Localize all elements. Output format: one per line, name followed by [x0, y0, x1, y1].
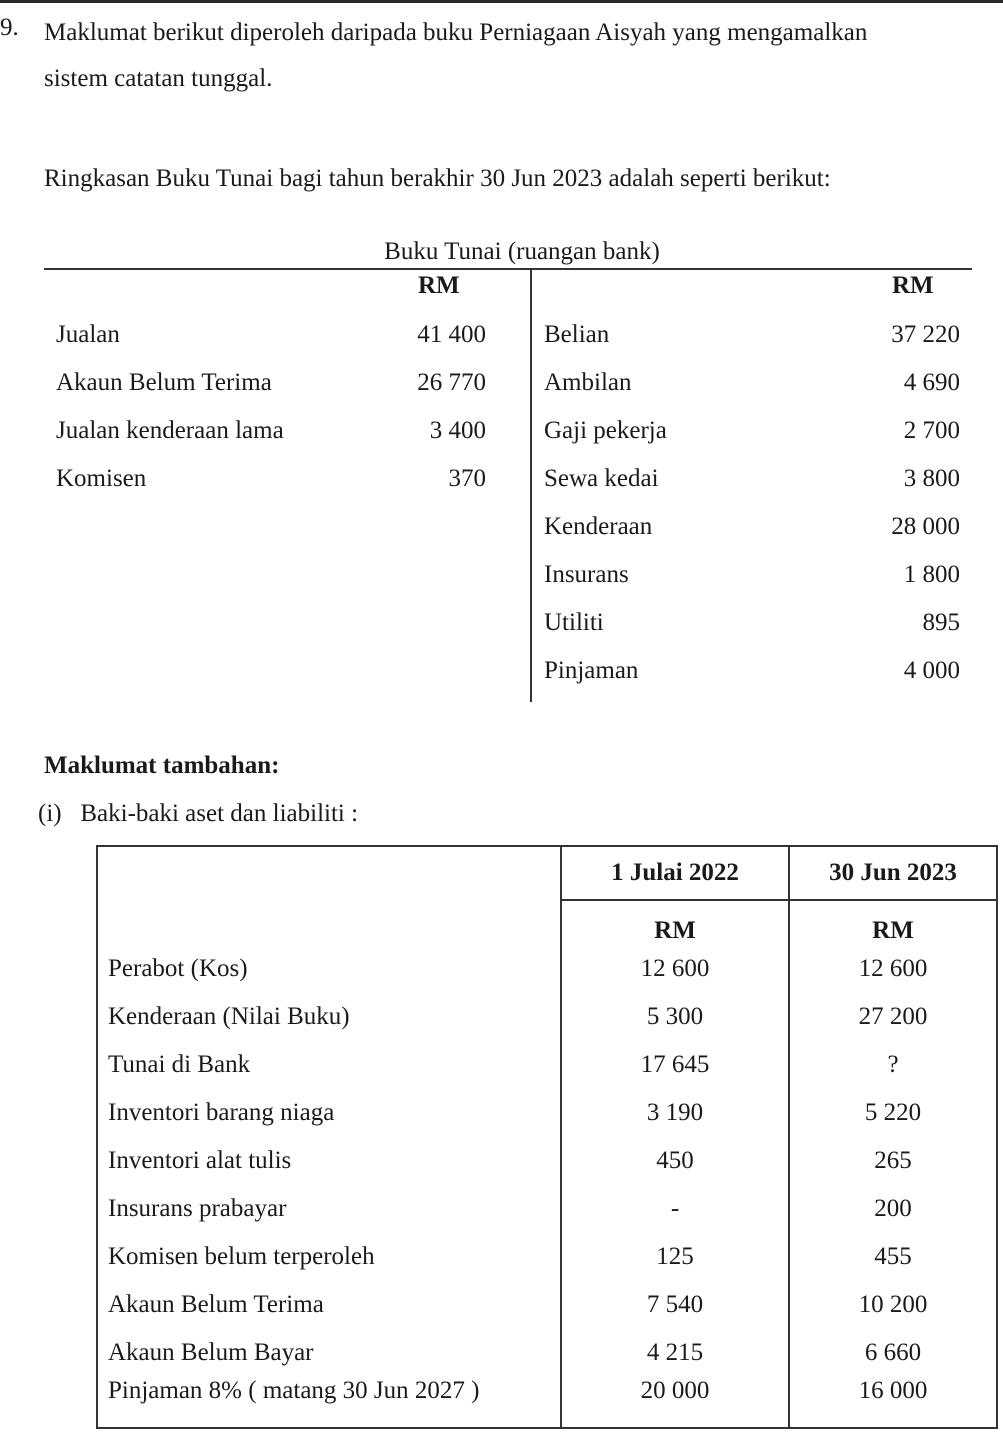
row-label: Tunai di Bank [97, 1041, 561, 1089]
row-label: Inventori barang niaga [97, 1089, 561, 1137]
balances-subheading: (i) Baki-baki aset dan liabiliti : [38, 800, 359, 827]
table-row [97, 1233, 997, 1281]
credit-row [544, 608, 960, 638]
currency-row [97, 900, 997, 945]
table-row [97, 1041, 997, 1089]
credit-label: Kenderaan [544, 513, 653, 540]
value-start: 5 300 [561, 993, 789, 1041]
value-start: 125 [561, 1233, 789, 1281]
credit-label: Gaji pekerja [544, 417, 667, 444]
row-label: Insurans prabayar [97, 1185, 561, 1233]
debit-label: Akaun Belum Terima [56, 369, 272, 396]
cash-book-debit-currency: RM [418, 272, 460, 299]
cash-book-title: Buku Tunai (ruangan bank) [384, 238, 660, 265]
table-row [97, 1137, 997, 1185]
credit-row [544, 416, 960, 446]
cash-book-center-divider [530, 270, 532, 702]
currency-end: RM [789, 900, 997, 945]
credit-label: Pinjaman [544, 657, 639, 684]
value-end: 27 200 [789, 993, 997, 1041]
intro-line-1: Maklumat berikut diperoleh daripada buku Perniagaan Aisyah yang mengamalkan [44, 19, 868, 46]
credit-row [544, 656, 960, 686]
value-end: 5 220 [789, 1089, 997, 1137]
value-start: 20 000 [561, 1377, 789, 1428]
value-start: 4 215 [561, 1329, 789, 1377]
row-label: Komisen belum terperoleh [97, 1233, 561, 1281]
value-start: 17 645 [561, 1041, 789, 1089]
value-end: 200 [789, 1185, 997, 1233]
row-label: Pinjaman 8% ( matang 30 Jun 2027 ) [97, 1377, 561, 1428]
value-end: 12 600 [789, 945, 997, 993]
balances-header-blank [97, 846, 561, 900]
credit-amount: 4 690 [903, 369, 960, 396]
credit-amount: 2 700 [903, 417, 960, 444]
currency-start: RM [561, 900, 789, 945]
credit-amount: 895 [922, 609, 960, 636]
credit-row [544, 512, 960, 542]
credit-label: Utiliti [544, 609, 604, 636]
value-end: 455 [789, 1233, 997, 1281]
credit-amount: 3 800 [903, 465, 960, 492]
row-label: Kenderaan (Nilai Buku) [97, 993, 561, 1041]
credit-row [544, 560, 960, 590]
row-label: Akaun Belum Terima [97, 1281, 561, 1329]
value-start: 450 [561, 1137, 789, 1185]
question-number: 9. [0, 14, 19, 41]
value-start: 3 190 [561, 1089, 789, 1137]
table-row [97, 1329, 997, 1377]
debit-label: Jualan [56, 321, 120, 348]
table-row [97, 945, 997, 993]
credit-row [544, 320, 960, 350]
credit-amount: 28 000 [891, 513, 960, 540]
credit-label: Belian [544, 321, 610, 348]
column-header-start: 1 Julai 2022 [561, 846, 789, 900]
row-label: Inventori alat tulis [97, 1137, 561, 1185]
debit-amount: 41 400 [417, 321, 486, 348]
summary-text: Ringkasan Buku Tunai bagi tahun berakhir 30 Jun 2023 adalah seperti berikut: [44, 165, 831, 192]
debit-row [56, 464, 486, 494]
debit-row [56, 416, 486, 446]
value-start: 7 540 [561, 1281, 789, 1329]
additional-info-heading: Maklumat tambahan: [44, 752, 280, 779]
credit-amount: 37 220 [891, 321, 960, 348]
value-end: 10 200 [789, 1281, 997, 1329]
table-row [97, 1377, 997, 1428]
credit-amount: 1 800 [903, 561, 960, 588]
debit-row [56, 368, 486, 398]
intro-line-2: sistem catatan tunggal. [44, 65, 273, 92]
column-header-end: 30 Jun 2023 [789, 846, 997, 900]
value-end: 265 [789, 1137, 997, 1185]
debit-label: Komisen [56, 465, 147, 492]
table-row [97, 1185, 997, 1233]
top-border-line [0, 0, 1003, 3]
row-label: Akaun Belum Bayar [97, 1329, 561, 1377]
balances-header-row [97, 846, 997, 900]
credit-amount: 4 000 [903, 657, 960, 684]
value-end: 16 000 [789, 1377, 997, 1428]
debit-amount: 26 770 [417, 369, 486, 396]
row-label: Perabot (Kos) [97, 945, 561, 993]
balances-table [96, 845, 998, 1429]
debit-row [56, 320, 486, 350]
value-end: ? [789, 1041, 997, 1089]
credit-row [544, 368, 960, 398]
value-start: - [561, 1185, 789, 1233]
value-end: 6 660 [789, 1329, 997, 1377]
intro-paragraph [44, 10, 984, 102]
table-row [97, 993, 997, 1041]
value-start: 12 600 [561, 945, 789, 993]
cash-book-top-rule [44, 268, 972, 270]
table-row [97, 1281, 997, 1329]
debit-amount: 3 400 [429, 417, 486, 444]
credit-row [544, 464, 960, 494]
table-row [97, 1089, 997, 1137]
credit-label: Sewa kedai [544, 465, 659, 492]
debit-amount: 370 [448, 465, 486, 492]
currency-row-blank [97, 900, 561, 945]
cash-book-credit-currency: RM [892, 272, 934, 299]
credit-label: Ambilan [544, 369, 632, 396]
credit-label: Insurans [544, 561, 629, 588]
debit-label: Jualan kenderaan lama [56, 417, 284, 444]
